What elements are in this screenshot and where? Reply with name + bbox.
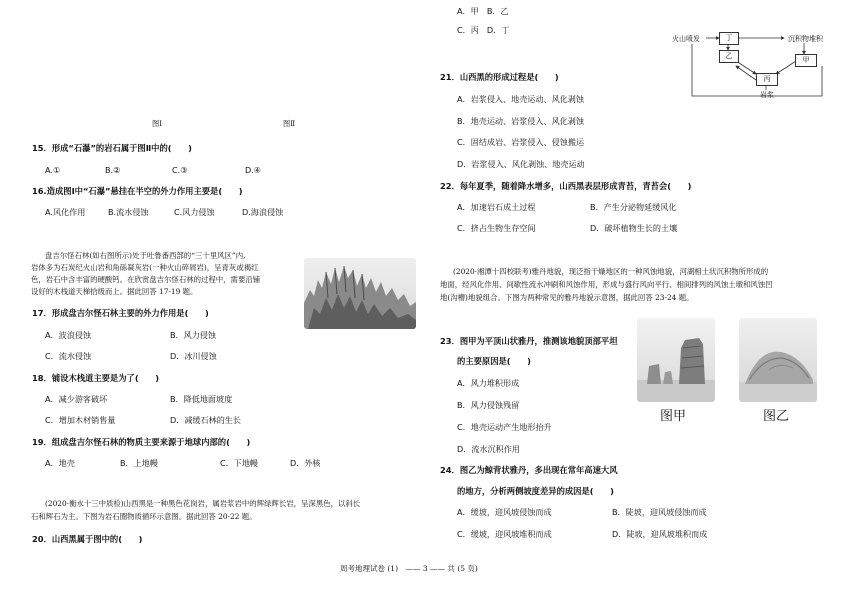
passage1-line1: 盘吉尔怪石林(如右图所示)处于吐鲁番西部的“三十里风区”内, bbox=[45, 251, 246, 260]
q20-options-row1: A．甲 B．乙 bbox=[457, 6, 509, 16]
q19-option-b: B．上地幔 bbox=[120, 458, 158, 468]
passage2-line2: 石和辉石为主。下图为岩石圈物质循环示意图。据此回答 20-22 题。 bbox=[31, 512, 257, 521]
q24-stem-line2: 的地方，分析两侧坡度差异的成因是( ) bbox=[457, 486, 614, 496]
q16-option-d: D.海浪侵蚀 bbox=[242, 207, 284, 217]
q23-option-c: C．地壳运动产生地形抬升 bbox=[457, 422, 552, 432]
yardang-photo-yi bbox=[739, 318, 817, 402]
q24-option-d: D．陡坡，迎风坡堆积而成 bbox=[612, 529, 708, 539]
q16-option-a: A.风化作用 bbox=[45, 207, 86, 217]
q15-option-b: B.② bbox=[105, 165, 121, 175]
q20-options-row2: C．丙 D．丁 bbox=[457, 25, 510, 35]
q15-option-d: D.④ bbox=[245, 165, 262, 175]
q17-option-c: C．流水侵蚀 bbox=[45, 351, 92, 361]
q18-option-b: B．降低地面坡度 bbox=[170, 394, 233, 404]
q22-stem: 22．每年夏季，随着降水增多，山西黑表层形成青苔，青苔会( ) bbox=[440, 181, 692, 191]
q16-option-c: C.风力侵蚀 bbox=[174, 207, 215, 217]
q21-stem: 21．山西黑的形成过程是( ) bbox=[440, 72, 559, 82]
cycle-label-volcano: 火山喷发 bbox=[672, 35, 700, 43]
q24-stem-line1: 24．图乙为鲸背状雅丹，多出现在常年高速大风 bbox=[440, 465, 618, 475]
mesa-yardang-icon bbox=[637, 318, 715, 402]
q18-stem: 18．铺设木栈道主要是为了( ) bbox=[32, 373, 159, 383]
q23-option-a: A．风力堆积形成 bbox=[457, 378, 520, 388]
figure2-label: 图Ⅱ bbox=[283, 119, 296, 128]
q18-option-d: D．减缓石林的生长 bbox=[170, 415, 241, 425]
q19-option-c: C．下地幔 bbox=[220, 458, 259, 468]
cycle-label-magma: 岩浆 bbox=[760, 91, 774, 99]
yardang-photo-jia bbox=[637, 318, 715, 402]
q15-option-c: C.③ bbox=[172, 165, 188, 175]
rock-cycle-diagram bbox=[672, 26, 832, 106]
photo-label-yi: 图乙 bbox=[763, 409, 790, 424]
q23-stem-line1: 23．图甲为平顶山状雅丹，推测该地貌顶部平坦 bbox=[440, 336, 618, 346]
q24-option-c: C．缓坡，迎风坡堆积而成 bbox=[457, 529, 552, 539]
passage1-line4: 设好的木栈道天梯拾级而上。据此回答 17-19 题。 bbox=[31, 287, 198, 296]
photo-label-jia: 图甲 bbox=[660, 409, 687, 424]
q15-stem: 15．形成“石瀑”的岩石属于图Ⅱ中的( ) bbox=[32, 143, 192, 153]
passage1-line3: 色，岩石中含丰富的硬酸钙。在欣赏盘吉尔怪石林的过程中，需要沿铺 bbox=[31, 275, 261, 284]
page-footer: 周考地理试卷 (1) —— 3 —— 共 (5 页) bbox=[340, 564, 478, 573]
q23-option-d: D．流水沉积作用 bbox=[457, 444, 520, 454]
whaleback-yardang-icon bbox=[739, 318, 817, 402]
stone-forest-icon bbox=[304, 258, 416, 329]
q22-option-d: D．破坏植物生长的土壤 bbox=[590, 223, 678, 233]
passage3-line3: 地(沟槽)地貌组合。下图为两种常见的雅丹地貌示意图，据此回答 23-24 题。 bbox=[440, 293, 694, 302]
stone-forest-photo bbox=[304, 258, 416, 329]
q22-option-b: B．产生分泌物延缓风化 bbox=[590, 202, 677, 212]
passage1-line2: 岩体多为石炭纪火山岩和角砾凝灰岩(一种火山碎屑岩)，呈青灰或褐红 bbox=[31, 263, 259, 272]
q24-option-a: A．缓坡，迎风坡侵蚀而成 bbox=[457, 507, 552, 517]
passage3-line1: (2020·湘潭十四校联考)雅丹地貌，现泛指干燥地区的一种风蚀地貌，河湖相土状沉积物所形成的 bbox=[453, 267, 769, 276]
q16-stem: 16.造成图Ⅰ中“石瀑”悬挂在半空的外力作用主要是( ) bbox=[32, 186, 243, 196]
q17-option-a: A．波浪侵蚀 bbox=[45, 330, 92, 340]
cycle-box-ding: 丁 bbox=[719, 32, 739, 45]
q19-option-a: A．地壳 bbox=[45, 458, 75, 468]
cycle-label-sediment: 沉积物堆积 bbox=[788, 35, 823, 43]
q18-option-c: C．增加木材销售量 bbox=[45, 415, 116, 425]
q23-option-b: B．风力侵蚀残留 bbox=[457, 400, 520, 410]
cycle-box-jia: 甲 bbox=[795, 54, 817, 67]
q20-stem: 20．山西黑属于图中的( ) bbox=[32, 534, 143, 544]
q19-option-d: D．外核 bbox=[290, 458, 321, 468]
q24-option-b: B．陡坡，迎风坡侵蚀而成 bbox=[612, 507, 707, 517]
q16-option-b: B.流水侵蚀 bbox=[108, 207, 149, 217]
passage2-line1: (2020·衡水十三中质检)山西黑是一种黑色花岗岩，属岩浆岩中的辉绿辉长岩，呈深黑色，以斜长 bbox=[45, 499, 361, 508]
q23-stem-line2: 的主要原因是( ) bbox=[457, 356, 531, 366]
q17-option-d: D．冰川侵蚀 bbox=[170, 351, 217, 361]
q21-option-b: B．地壳运动、岩浆侵入、风化剥蚀 bbox=[457, 116, 584, 126]
q18-option-a: A．减少游客破坏 bbox=[45, 394, 108, 404]
q21-option-c: C．固结成岩、岩浆侵入、侵蚀搬运 bbox=[457, 137, 585, 147]
q21-option-d: D．岩浆侵入、风化剥蚀、地壳运动 bbox=[457, 159, 585, 169]
cycle-box-bing: 丙 bbox=[756, 73, 778, 86]
q19-stem: 19．组成盘吉尔怪石林的物质主要来源于地球内部的( ) bbox=[32, 437, 251, 447]
passage3-line2: 地面，经风化作用、间歇性流水冲刷和风蚀作用，形成与盛行风向平行、相间排列的风蚀土墩和风蚀凹 bbox=[440, 280, 773, 289]
q17-option-b: B．风力侵蚀 bbox=[170, 330, 217, 340]
q15-option-a: A.① bbox=[45, 165, 61, 175]
cycle-box-yi: 乙 bbox=[719, 50, 739, 63]
q22-option-a: A．加速岩石成土过程 bbox=[457, 202, 536, 212]
q17-stem: 17．形成盘吉尔怪石林主要的外力作用是( ) bbox=[32, 308, 209, 318]
q22-option-c: C．挤占生物生存空间 bbox=[457, 223, 536, 233]
q21-option-a: A．岩浆侵入、地壳运动、风化剥蚀 bbox=[457, 94, 584, 104]
figure1-label: 图Ⅰ bbox=[152, 119, 163, 128]
